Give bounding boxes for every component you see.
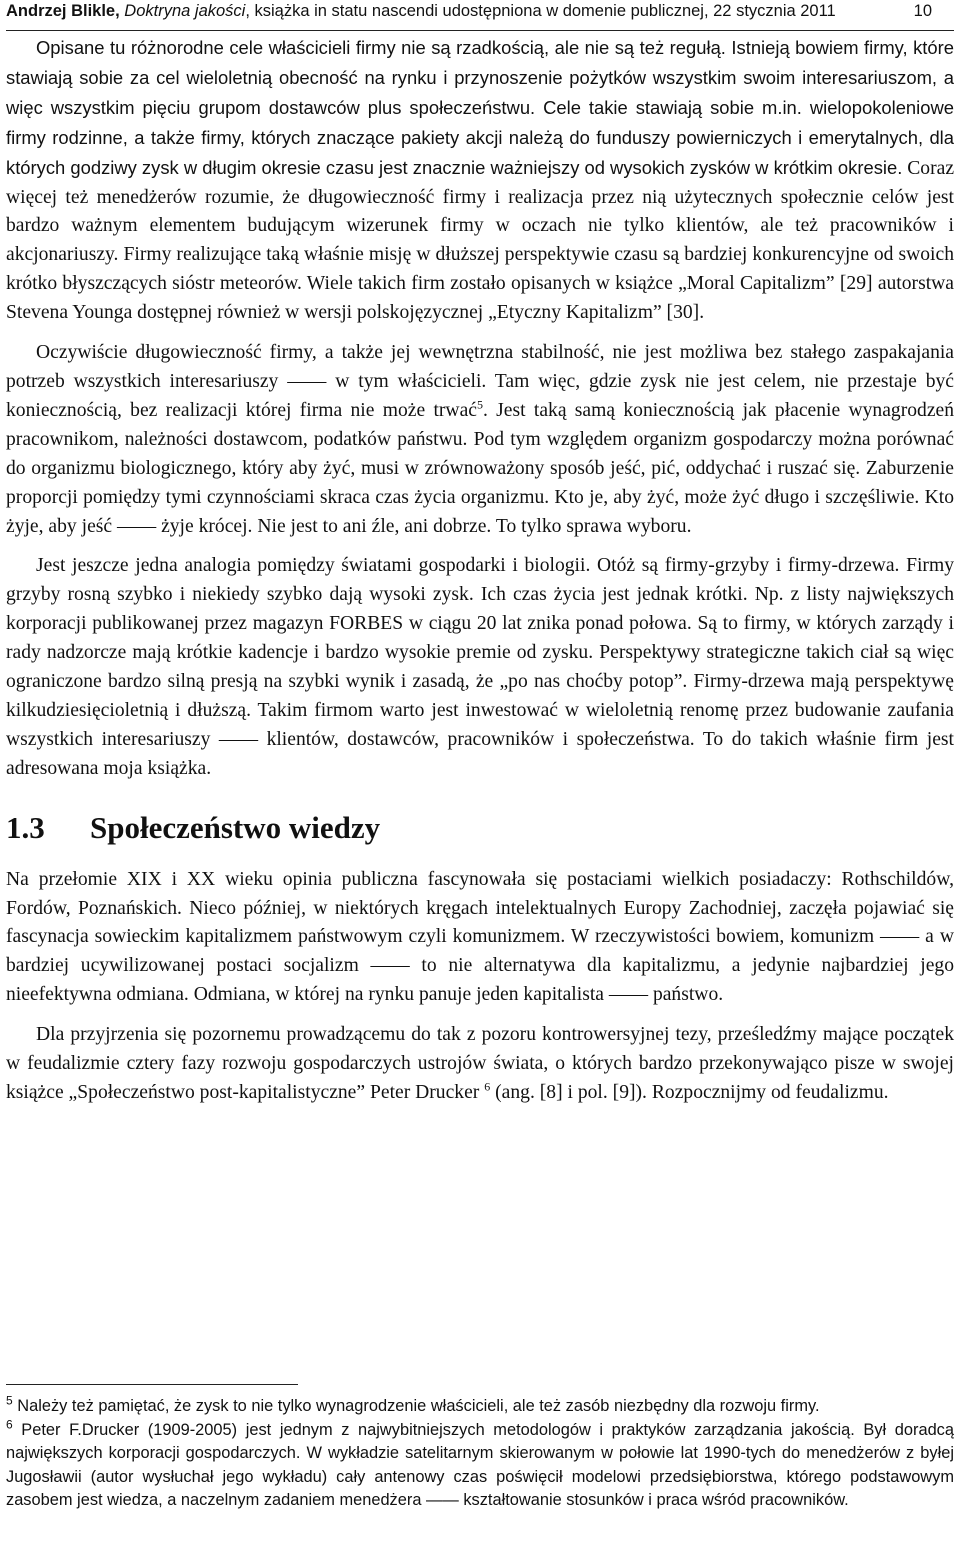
footnote-ref-5[interactable]: 5: [476, 397, 483, 412]
paragraph-2: [6, 339, 954, 541]
header-citation: [6, 0, 836, 22]
section-heading: [6, 808, 954, 848]
footnote-divider: [6, 1384, 298, 1385]
paragraph-5: [6, 1021, 954, 1108]
paragraph-1: [6, 34, 954, 328]
footnote-6: [6, 1419, 954, 1513]
paragraph-2-part-b: . Jest taką samą koniecznością jak płacenie wynagrodzeń pracownikom, należności dostawcom, podatków państwu. Pod tym względem organizm gospodarczy można porównać do organizmu biologicznego, który aby żyć, musi w zrównoważony sposób jeść, pić, oddychać i ruszać się. Zaburzenie proporcji pomiędzy tymi czynnościami skraca czas życia organizmu. Kto je, aby żyć, może żyć długo i szczęśliwie. Kto żyje, aby jeść —— żyje krócej. Nie jest to ani źle, ani dobrze. To tylko sprawa wyboru.: [6, 399, 955, 537]
header-details: , książka in statu nascendi udostępniona w domenie publicznej, 22 stycznia 2011: [245, 2, 836, 20]
paragraph-1-part-b: wielopokoleniowe firmy rodzinne, a także firmy, których znaczące pakiety akcji należą do funduszy powierniczych i emerytalnych, dla których godziwy zysk w długim okresie czasu jest znacznie ważniejszy od wysokich zysków w krótkim okresie.: [6, 96, 954, 178]
paragraph-4: Na przełomie XIX i XX wieku opinia publiczna fascynowała się postaciami wielkich posiadaczy: Rothschildów, Fordów, Poznańskich. Nieco później, w niektórych kręgach intelektualnych Europy Zachodniej, zaczęła pojawiać się fascynacja sowieckim kapitalizmem państwowym czyli komunizmem. W rzeczywistości bowiem, komunizm —— a w bardziej ucywilizowanej postaci socjalizm —— to nie alternatywa dla kapitalizmu, a jedynie najbardziej jego nieefektywna odmiana. Odmiana, w której na rynku panuje jeden kapitalista —— państwo.: [6, 868, 954, 1006]
running-header: [6, 0, 954, 31]
footnote-ref-6[interactable]: 6: [484, 1079, 491, 1094]
paragraph-5-part-a: Dla przyjrzenia się pozornemu prowadzącemu do tak z pozoru kontrowersyjnej tezy, prześledźmy mające początek w feudalizmie cztery fazy rozwoju gospodarczych ustrojów świata, o których bardzo przekonywająco pisze w swojej książce „Społeczeństwo post-kapitalistyczne” Peter Drucker: [6, 1024, 954, 1103]
paragraph-2-part-a: Oczywiście długowieczność firmy, a także jej wewnętrzna stabilność, nie jest możliwa bez stałego zaspakajania potrzeb wszystkich interesariuszy —— w tym właścicieli. Tam więc, gdzie zysk nie jest celem, nie przestaje być koniecznością, bez realizacji której firma nie może trwać: [6, 342, 954, 421]
footnote-text: Peter F.Drucker (1909-2005) jest jednym z najwybitniejszych metodologów i praktyków zarządzania jakością. Był doradcą największych korporacji gospodarczych. W wykładzie satelitarnym skierowanym w połowie lat 1990-tych do menedżerów z byłej Jugosławii (autor wysłuchał jego wykładu) cały antenowy czas poświęcił modelowi przedsiębiorstwa, którego podstawowym zasobem jest wiedza, a naczelnym zadaniem menedżera —— kształtowanie stosunków i praca wśród pracowników.: [6, 1420, 954, 1509]
section-number: 1.3: [6, 809, 45, 845]
paragraph-1-part-c: Coraz więcej też menedżerów rozumie, że długowieczność firmy i realizacja przez nią użytecznych społecznie celów jest bardzo ważnym elementem budującym wizerunek firmy w oczach nie tylko klientów, ale też pracowników i akcjonariuszy. Firmy realizujące taką właśnie misję w dłuższej perspektywie czasu są bardziej konkurencyjne od swoich krótko błyszczących sióstr meteorów. Wiele takich firm zostało opisanych w książce „Moral Capitalizm” [29] autorstwa Stevena Younga dostępnej również w wersji polskojęzycznej „Etyczny Kapitalizm” [30].: [6, 157, 955, 324]
paragraph-5-part-b: (ang. [8] i pol. [9]). Rozpocznijmy od feudalizmu.: [490, 1082, 889, 1103]
footnote-5: [6, 1395, 954, 1419]
footnote-text: Należy też pamiętać, że zysk to nie tylko wynagrodzenie właścicieli, ale też zasób niezbędny dla rozwoju firmy.: [12, 1397, 820, 1415]
header-author: Andrzej Blikle,: [6, 2, 120, 20]
paragraph-3: Jest jeszcze jedna analogia pomiędzy światami gospodarki i biologii. Otóż są firmy-grzyby i firmy-drzewa. Firmy grzyby rosną szybko i niekiedy szybko dają wysoki zysk. Ich czas życia jest jednak krótki. Np. z listy największych korporacji publikowanej przez magazyn FORBES w ciągu 20 lat znika ponad połowa. Są to firmy, w których zarządy i rady nadzorcze mają krótkie kadencje i bardzo wysokie premie od zysku. Perspektywy strategiczne takich ciał są więc ograniczone bardzo silną presją na szybki wynik i zasadą, że „po nas choćby potop”. Firmy-drzewa mają perspektywę kilkudziesięcioletnią i dłuższą. Takim firmom warto jest inwestować w wieloletnią renomę przez budowanie zaufania wszystkich interesariuszy —— klientów, dostawców, pracowników i społeczeństwa. To do takich właśnie firm jest adresowana moja książka.: [6, 555, 954, 779]
page-number: 10: [913, 2, 932, 20]
footnotes: [6, 1384, 954, 1513]
footnote-mark: 5: [6, 1393, 13, 1408]
section-title: Społeczeństwo wiedzy: [90, 809, 381, 845]
body-text: [6, 34, 954, 1119]
header-book-title: Doktryna jakości: [124, 2, 246, 20]
paragraph-1-part-a: Opisane tu różnorodne cele właścicieli firmy nie są rzadkością, ale nie są też regułą. Istnieją bowiem firmy, które stawiają sobie za cel wieloletnią obecność na rynku i przynoszenie pożytków wszystkim swoim interesariuszom, a więc wszystkim pięciu grupom dostawców plus społeczeństwu. Cele takie stawiają sobie m.in.: [6, 37, 954, 118]
footnote-mark: 6: [6, 1417, 13, 1432]
